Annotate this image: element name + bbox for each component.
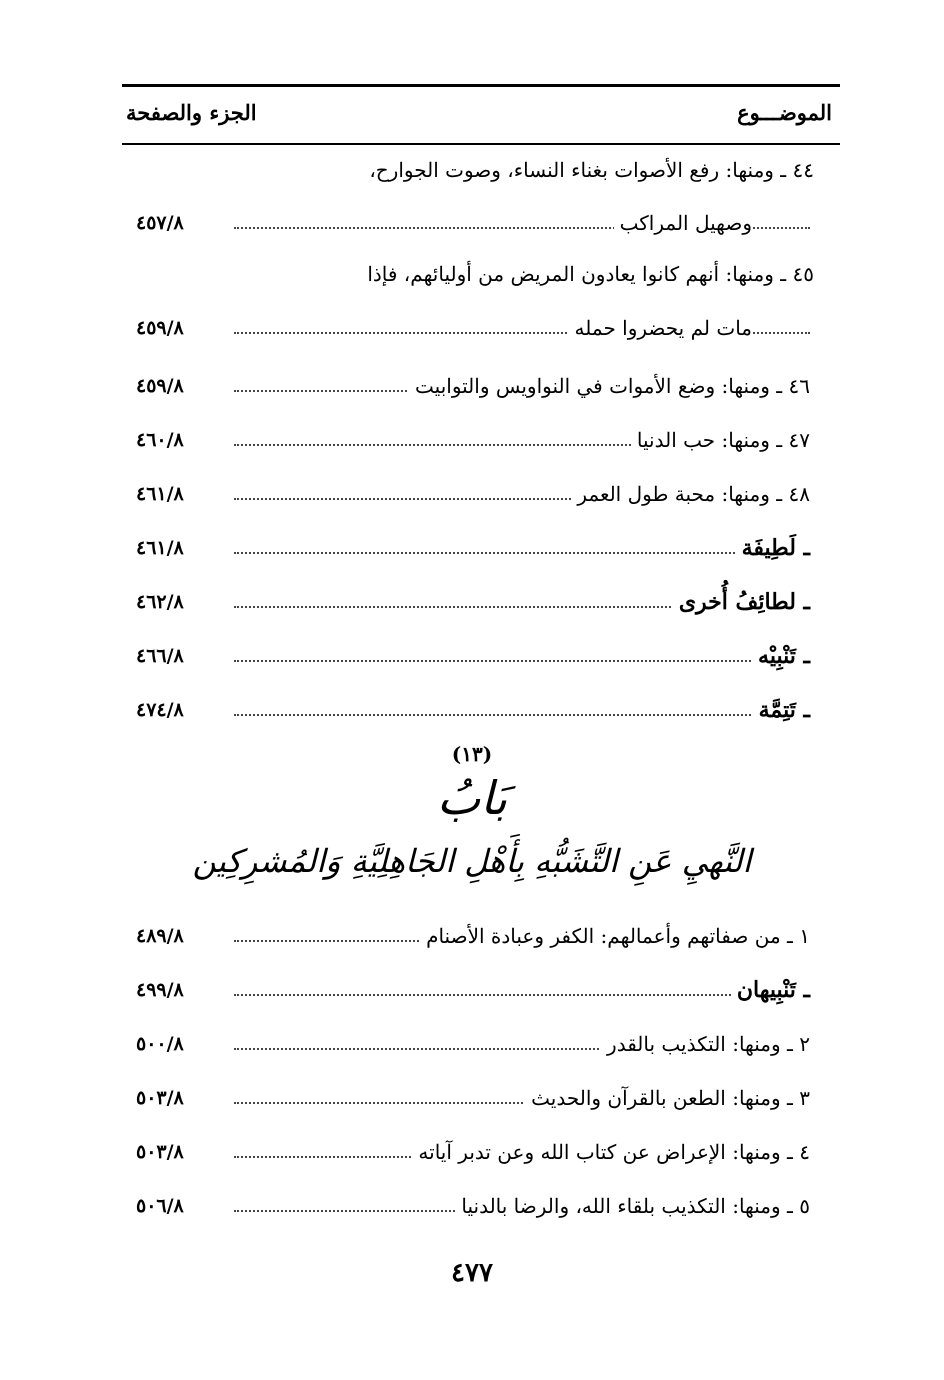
toc-entry[interactable] [122,306,840,350]
entry-page: ٤٨٩/٨ [136,925,184,947]
entry-page: ٤٧٤/٨ [136,699,184,721]
header-page: الجزء والصفحة [126,100,257,125]
section-number: (١٣) [451,742,493,766]
toc-entry[interactable] [122,688,840,732]
entry-page: ٤٥٩/٨ [136,375,184,397]
entry-text: ٤ ـ ومنها: الإعراض عن كتاب الله وعن تدبر آياته [412,1138,810,1166]
entry-45-line1: ٤٥ ـ ومنها: أنهم كانوا يعادون المريض من أوليائهم، فإذا [367,262,814,286]
header-rule [122,143,840,145]
page-number: ٤٧٧ [451,1258,493,1288]
entry-text: ١ ـ من صفاتهم وأعمالهم: الكفر وعبادة الأصنام [420,922,810,950]
toc-entry[interactable] [122,472,840,516]
entry-page: ٤٥٩/٨ [136,317,184,339]
toc-entry[interactable] [122,1076,840,1120]
entry-text: ٥ ـ ومنها: التكذيب بلقاء الله، والرضا بالدنيا [455,1192,810,1220]
entry-page: ٤٦٦/٨ [136,645,184,667]
entry-page: ٤٦٢/٨ [136,591,184,613]
entry-page: ٥٠٠/٨ [136,1033,184,1055]
entry-text: ـ تَنْبِيهان [731,976,810,1004]
top-rule [122,84,840,87]
entry-45-line2: مات لم يحضروا حمله [569,314,752,342]
dot-leader [234,660,810,662]
entry-page: ٥٠٣/٨ [136,1087,184,1109]
entry-text: ـ تَنْبِيْه [752,642,810,670]
toc-entry[interactable] [122,634,840,678]
dot-leader [234,552,810,554]
toc-entry[interactable] [122,418,840,462]
toc-entry[interactable] [122,1022,840,1066]
header-subject: الموضـــوع [737,100,832,125]
entry-text: ٢ ـ ومنها: التكذيب بالقدر [601,1030,810,1058]
toc-entry[interactable] [122,1184,840,1228]
entry-44-line2: وصهيل المراكب [614,209,752,237]
entry-text: ـ لَطِيفَة [736,534,810,562]
entry-page: ٤٦٠/٨ [136,429,184,451]
dot-leader [234,714,810,716]
entry-text: ـ تَتِمَّة [753,696,810,724]
entry-page: ٥٠٣/٨ [136,1141,184,1163]
toc-entry[interactable] [122,1130,840,1174]
entry-page: ٤٦١/٨ [136,483,184,505]
entry-page: ٤٥٧/٨ [136,212,184,234]
toc-entry[interactable] [122,580,840,624]
toc-entry[interactable] [122,364,840,408]
toc-entry[interactable] [122,914,840,958]
entry-text: ٤٦ ـ ومنها: وضع الأموات في النواويس والتوابيت [409,372,810,400]
entry-text: ـ لطائِفُ أُخرى [673,588,810,616]
entry-page: ٤٦١/٨ [136,537,184,559]
dot-leader [234,994,810,996]
entry-page: ٥٠٦/٨ [136,1195,184,1217]
toc-entry[interactable] [122,526,840,570]
section-title: النَّهيِ عَنِ التَّشَبُّهِ بِأَهْلِ الجَاهِلِيَّةِ وَالمُشرِكِين [192,842,752,880]
toc-entry[interactable] [122,968,840,1012]
entry-text: ٤٧ ـ ومنها: حب الدنيا [631,426,810,454]
toc-entry[interactable] [122,201,840,245]
section-bab-heading: بَابُ [436,771,508,825]
entry-page: ٤٩٩/٨ [136,979,184,1001]
entry-44-line1: ٤٤ ـ ومنها: رفع الأصوات بغناء النساء، وصوت الجوارح، [369,158,814,182]
entry-text: ٣ ـ ومنها: الطعن بالقرآن والحديث [525,1084,810,1112]
entry-text: ٤٨ ـ ومنها: محبة طول العمر [571,480,810,508]
